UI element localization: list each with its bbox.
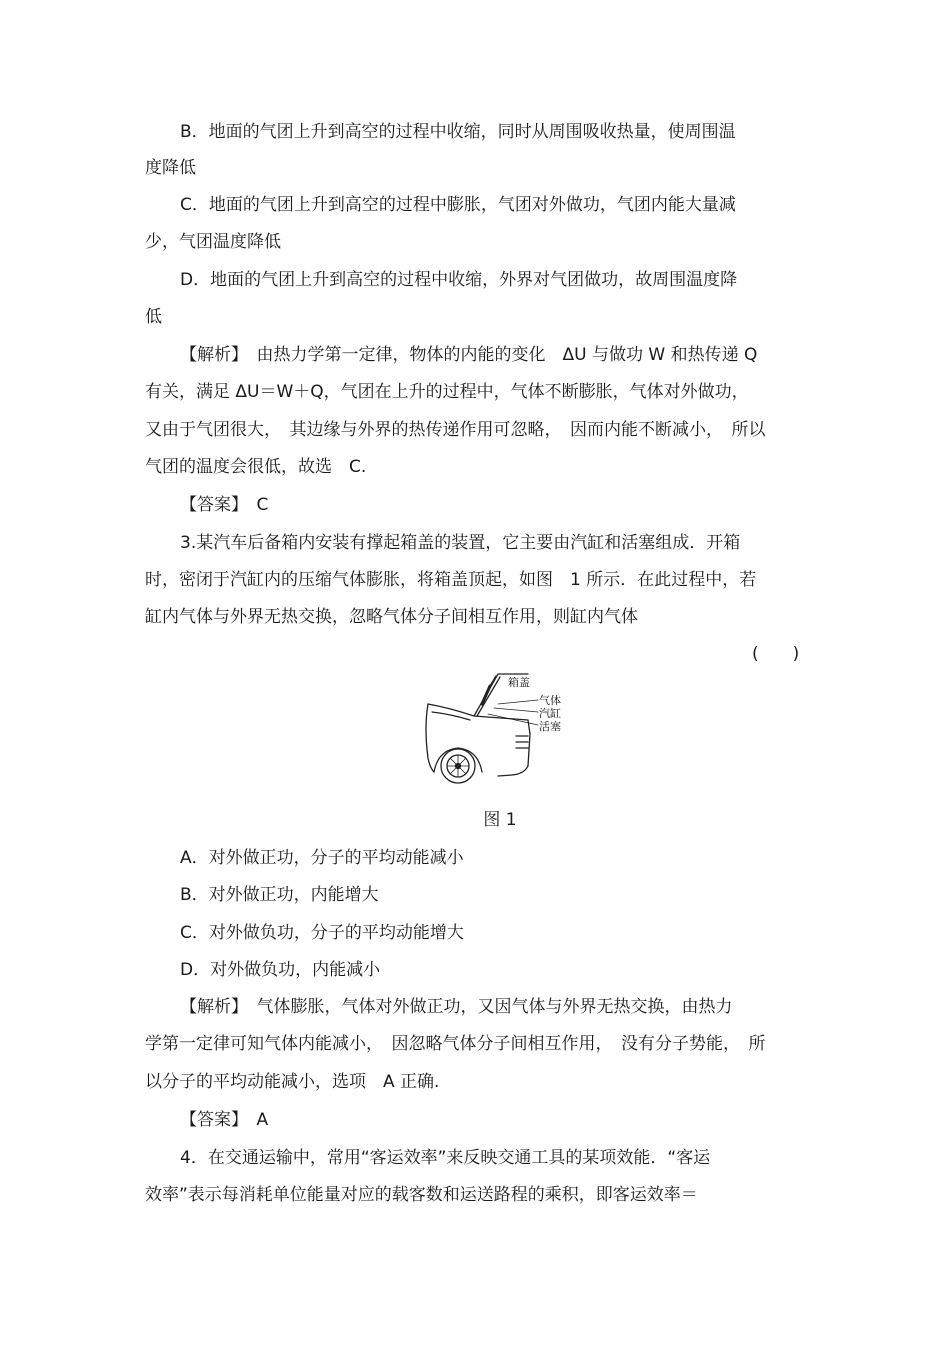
trunk-lid-inner xyxy=(477,677,500,716)
option-3c: C．对外做负功，分子的平均动能增大 xyxy=(180,923,464,943)
analysis-3-line-2: 学第一定律可知气体内能减小， 因忽略气体分子间相互作用， 没有分子势能， 所 xyxy=(145,1034,766,1054)
label-cylinder: 汽缸 xyxy=(539,707,561,720)
option-b-line-2: 度降低 xyxy=(145,158,196,178)
analysis-2-line-1: 【解析】 由热力学第一定律，物体的内能的变化 ΔU 与做功 W 和热传递 Q xyxy=(180,345,758,365)
car-trunk-figure xyxy=(420,668,570,796)
answer-2: 【答案】 C xyxy=(180,495,269,515)
question-3-line-3: 缸内气体与外界无热交换，忽略气体分子间相互作用，则缸内气体 xyxy=(145,607,638,627)
label-piston: 活塞 xyxy=(539,720,561,733)
analysis-2-line-3: 又由于气团很大， 其边缘与外界的热传递作用可忽略， 因而内能不断减小， 所以 xyxy=(145,420,766,440)
question-3-line-1: 3.某汽车后备箱内安装有撑起箱盖的装置，它主要由汽缸和活塞组成．开箱 xyxy=(180,533,741,553)
analysis-3-line-1: 【解析】 气体膨胀，气体对外做正功，又因气体与外界无热交换，由热力 xyxy=(180,997,733,1017)
tail-light xyxy=(516,736,528,748)
figure-caption: 图 1 xyxy=(483,810,517,830)
option-c-line-1: C．地面的气团上升到高空的过程中膨胀，气团对外做功，气团内能大量减 xyxy=(180,195,736,215)
analysis-3-line-3: 以分子的平均动能减小，选项 A 正确. xyxy=(145,1072,440,1092)
car-rear-outline xyxy=(426,704,434,772)
option-3a: A．对外做正功，分子的平均动能减小 xyxy=(180,848,464,868)
car-body-outline xyxy=(428,704,530,776)
label-trunk-lid: 箱盖 xyxy=(508,676,530,689)
option-d-line-2: 低 xyxy=(145,307,162,327)
option-b-line-1: B．地面的气团上升到高空的过程中收缩，同时从周围吸收热量，使周围温 xyxy=(180,122,736,142)
hub xyxy=(456,764,461,769)
question-3-line-2: 时，密闭于汽缸内的压缩气体膨胀，将箱盖顶起，如图 1 所示．在此过程中，若 xyxy=(145,570,757,590)
question-4-line-2: 效率”表示每消耗单位能量对应的载客数和运送路程的乘积，即客运效率＝ xyxy=(145,1185,698,1205)
option-3b: B．对外做正功，内能增大 xyxy=(180,885,379,905)
option-d-line-1: D．地面的气团上升到高空的过程中收缩，外界对气团做功，故周围温度降 xyxy=(180,270,738,290)
option-3d: D．对外做负功，内能减小 xyxy=(180,960,381,980)
answer-3: 【答案】 A xyxy=(180,1110,269,1130)
option-c-line-2: 少，气团温度降低 xyxy=(145,232,281,252)
analysis-2-line-2: 有关，满足 ΔU＝W＋Q，气团在上升的过程中，气体不断膨胀，气体对外做功， xyxy=(145,382,749,402)
leader-lines xyxy=(488,700,538,725)
label-gas: 气体 xyxy=(539,694,561,707)
analysis-2-line-4: 气团的温度会很低，故选 C. xyxy=(145,457,367,477)
answer-bracket: ( ) xyxy=(752,644,800,664)
question-4-line-1: 4．在交通运输中，常用“客运效率”来反映交通工具的某项效能．“客运 xyxy=(180,1148,711,1168)
